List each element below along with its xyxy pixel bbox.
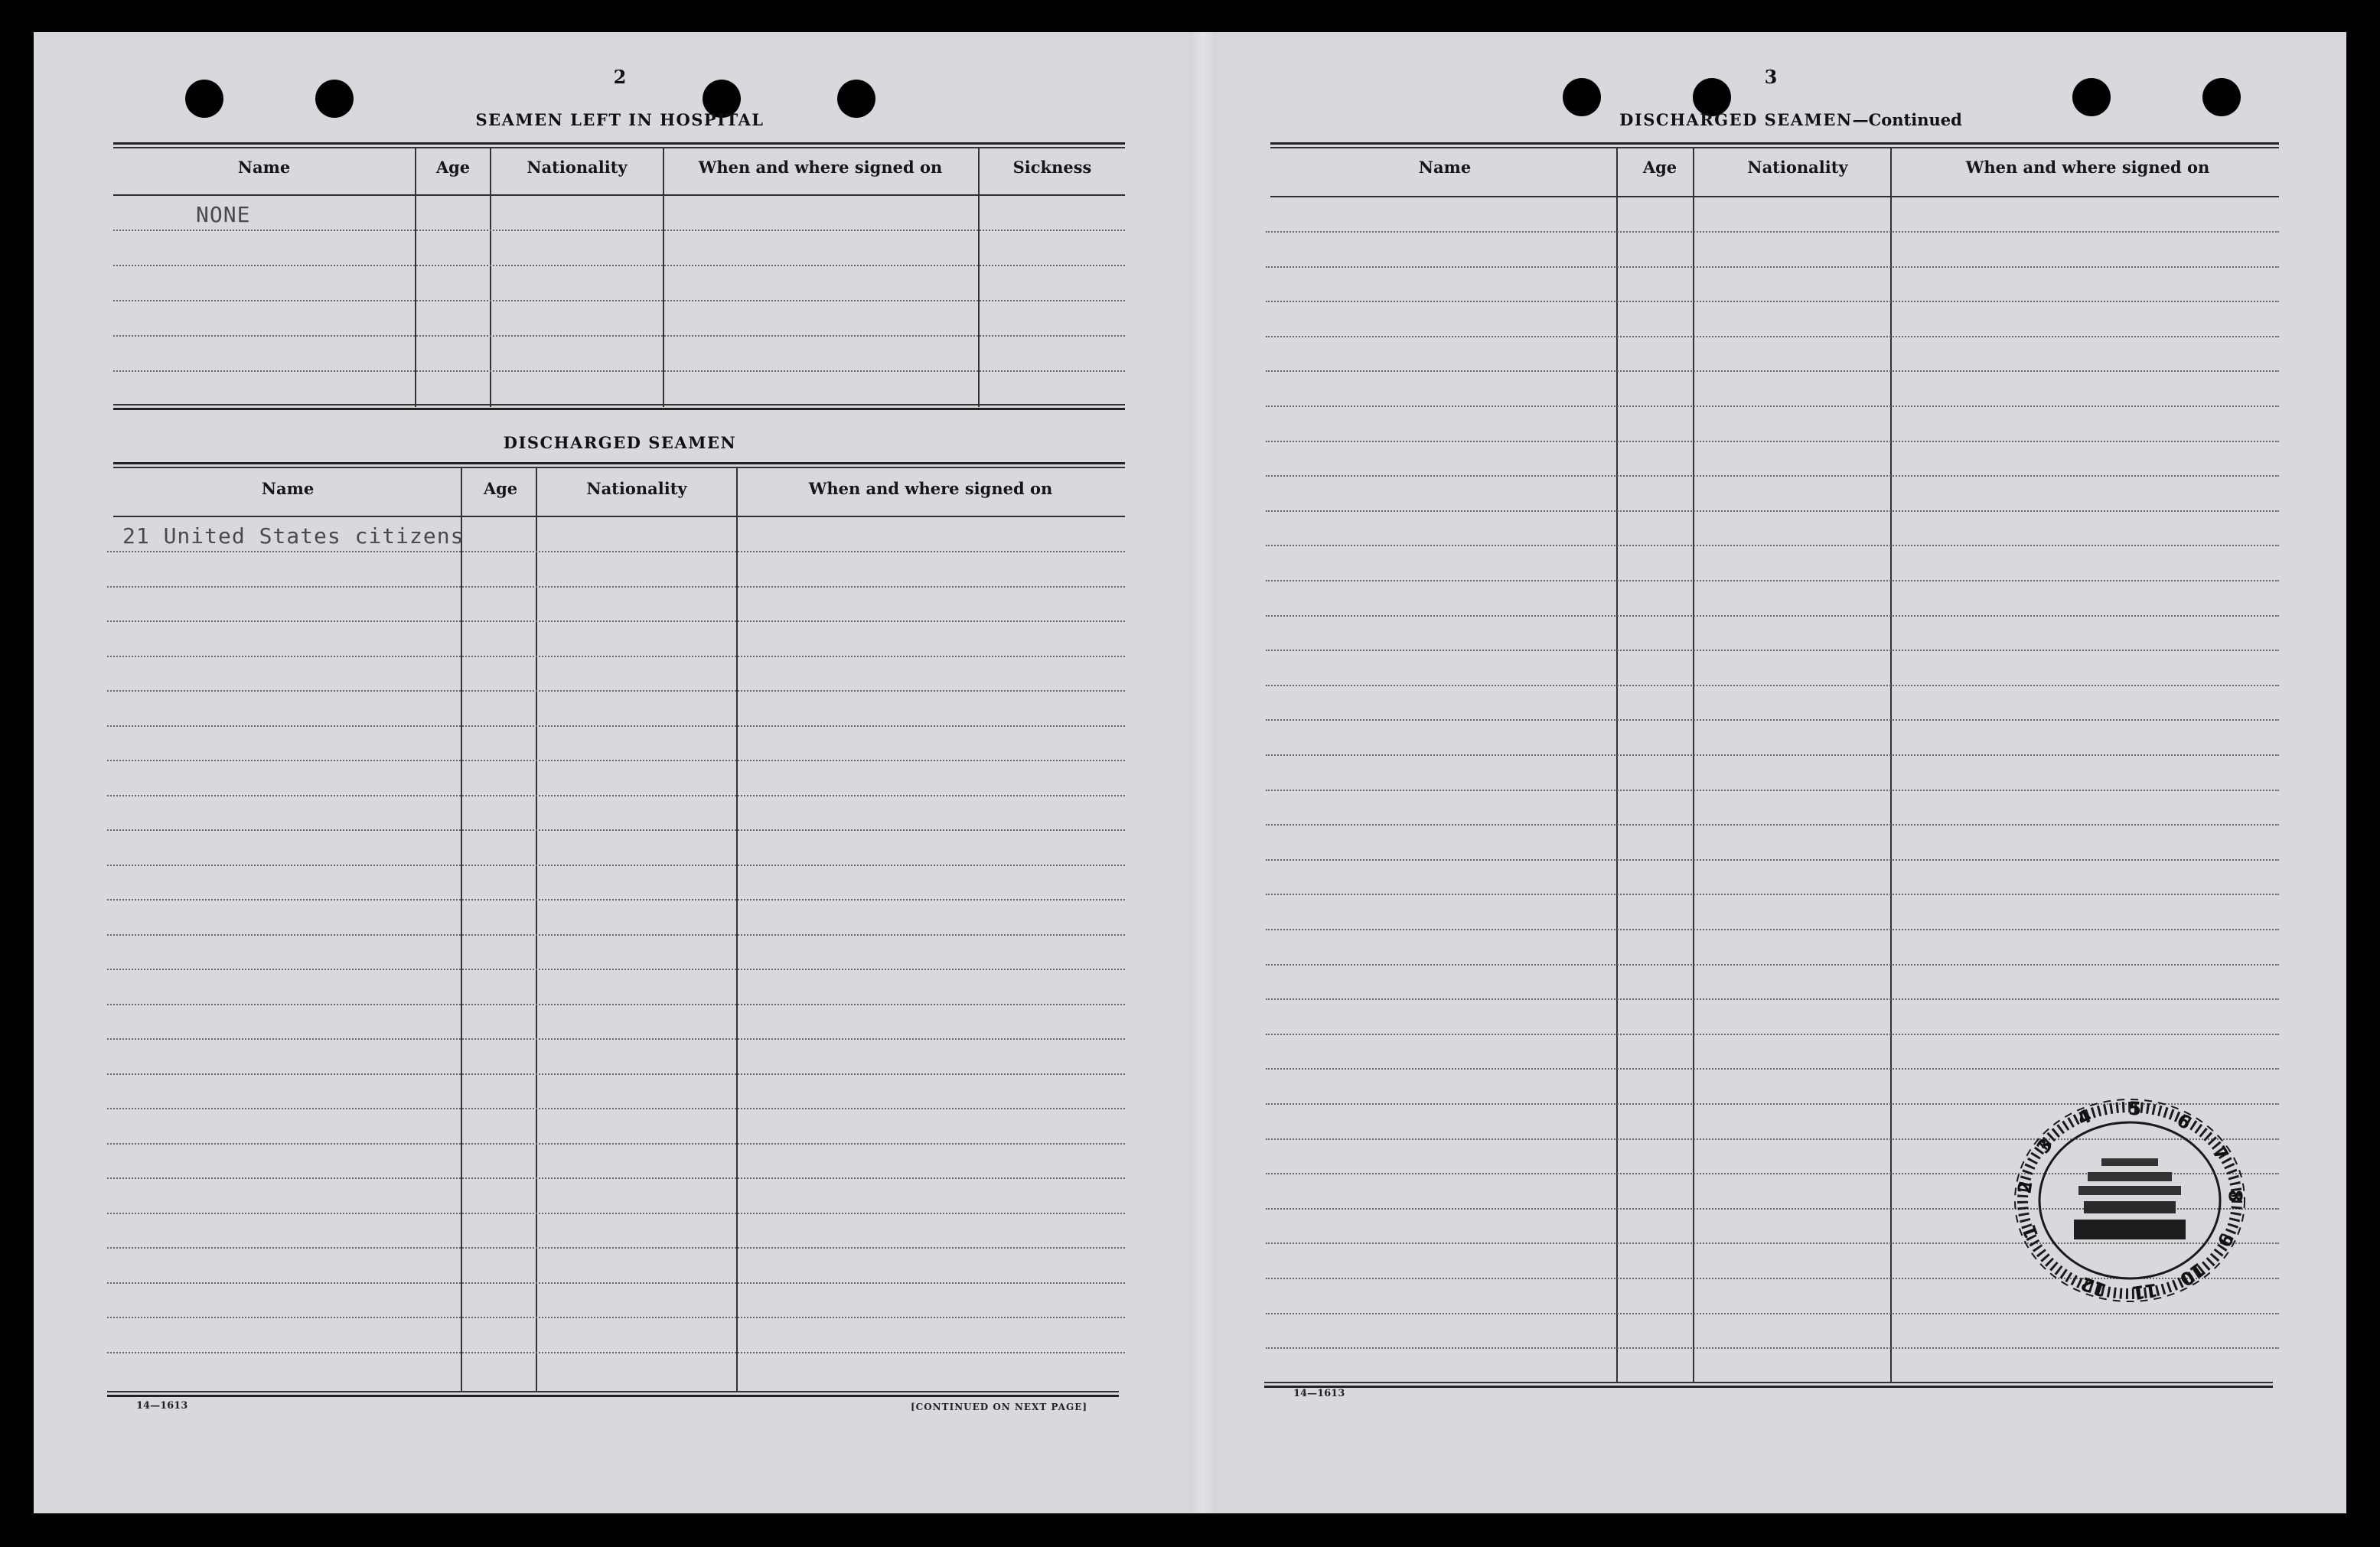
stamp-digit: 1 bbox=[2018, 1222, 2043, 1242]
discharged-section-title: DISCHARGED SEAMEN bbox=[503, 433, 737, 452]
hospital-col-name: Name bbox=[237, 158, 291, 177]
table-row-line bbox=[1266, 615, 2279, 617]
table-row-line bbox=[107, 1177, 1125, 1179]
continued-note: [CONTINUED ON NEXT PAGE] bbox=[911, 1402, 1088, 1412]
table-row-line bbox=[1266, 859, 2279, 861]
discharged-col-age: Age bbox=[483, 479, 518, 498]
right-col-divider bbox=[1616, 147, 1618, 1383]
page-number-left: 2 bbox=[613, 66, 627, 88]
hospital-col-age: Age bbox=[435, 158, 471, 177]
table-row-line bbox=[1266, 475, 2279, 477]
hospital-row-line bbox=[113, 335, 1125, 337]
right-col-divider bbox=[1693, 147, 1694, 1383]
hospital-col-divider bbox=[663, 147, 664, 407]
hospital-col-divider bbox=[978, 147, 980, 407]
right-col-divider bbox=[1890, 147, 1892, 1383]
discharged-col-signed-on: When and where signed on bbox=[808, 479, 1053, 498]
stamp-ring bbox=[2015, 1099, 2245, 1301]
discharged-col-divider bbox=[736, 468, 738, 1392]
table-row-line bbox=[107, 969, 1125, 970]
right-bottom-rule bbox=[1264, 1382, 2273, 1388]
hospital-row-line bbox=[113, 370, 1125, 372]
hospital-entry-none: NONE bbox=[196, 202, 251, 227]
stamp-digit: 3 bbox=[2032, 1134, 2058, 1158]
table-row-line bbox=[1266, 650, 2279, 651]
table-row-line bbox=[107, 656, 1125, 657]
table-row-line bbox=[1266, 266, 2279, 268]
table-row-line bbox=[107, 586, 1125, 588]
table-row-line bbox=[107, 795, 1125, 796]
hospital-header-rule bbox=[113, 142, 1125, 148]
discharged-entry: 21 United States citizens bbox=[122, 523, 465, 549]
stamp-digit: 8 bbox=[2224, 1189, 2247, 1203]
discharged-col-divider bbox=[536, 468, 537, 1392]
punch-hole bbox=[2202, 78, 2241, 116]
hospital-col-signed-on: When and where signed on bbox=[698, 158, 943, 177]
table-row-line bbox=[107, 620, 1125, 622]
hospital-col-divider bbox=[415, 147, 416, 407]
punch-hole bbox=[2072, 78, 2111, 116]
table-row-line bbox=[1266, 685, 2279, 686]
discharged-title-main: DISCHARGED SEAMEN bbox=[1619, 110, 1853, 129]
discharged-header-underline bbox=[113, 516, 1125, 517]
hospital-bottom-rule bbox=[113, 404, 1125, 410]
discharged-col-divider bbox=[461, 468, 462, 1392]
page-number-right: 3 bbox=[1764, 66, 1778, 88]
hospital-section-title: SEAMEN LEFT IN HOSPITAL bbox=[475, 110, 765, 129]
stamp-digit: 9 bbox=[2212, 1229, 2238, 1251]
stamp-digit: 2 bbox=[2013, 1179, 2037, 1196]
stamp-digit: 10 bbox=[2176, 1258, 2209, 1291]
table-row-line bbox=[107, 899, 1125, 901]
right-col-nationality: Nationality bbox=[1747, 158, 1848, 177]
table-row-line bbox=[107, 1143, 1125, 1145]
hospital-header-underline bbox=[113, 194, 1125, 196]
table-row-line bbox=[107, 760, 1125, 761]
table-row-line bbox=[1266, 510, 2279, 512]
table-row-line bbox=[1266, 1347, 2279, 1349]
table-row-line bbox=[1266, 998, 2279, 1000]
table-row-line bbox=[107, 1213, 1125, 1214]
discharged-col-name: Name bbox=[261, 479, 315, 498]
form-number-right: 14—1613 bbox=[1293, 1388, 1345, 1399]
table-row-line bbox=[107, 865, 1125, 866]
hospital-col-nationality: Nationality bbox=[527, 158, 628, 177]
table-row-line bbox=[107, 690, 1125, 692]
document-sheet bbox=[34, 32, 2346, 1513]
table-row-line bbox=[1266, 719, 2279, 721]
table-row-line bbox=[107, 1004, 1125, 1005]
table-row-line bbox=[1266, 580, 2279, 581]
table-row-line bbox=[107, 1352, 1125, 1353]
right-col-signed-on: When and where signed on bbox=[1965, 158, 2210, 177]
stamp-digit: 7 bbox=[2208, 1142, 2233, 1164]
discharged-header-rule bbox=[113, 462, 1125, 468]
table-row-line bbox=[1266, 370, 2279, 372]
table-row-line bbox=[1266, 1068, 2279, 1070]
table-row-line bbox=[107, 725, 1125, 727]
right-header-underline bbox=[1270, 196, 2279, 197]
right-col-age: Age bbox=[1642, 158, 1677, 177]
table-row-line bbox=[1266, 405, 2279, 407]
stamp-digit: 12 bbox=[2078, 1272, 2110, 1301]
right-header-rule bbox=[1270, 142, 2279, 148]
received-stamp bbox=[2003, 1089, 2256, 1311]
right-col-name: Name bbox=[1418, 158, 1472, 177]
table-row-line bbox=[107, 1108, 1125, 1109]
punch-hole bbox=[315, 80, 354, 118]
table-row-line bbox=[107, 1282, 1125, 1284]
punch-hole bbox=[185, 80, 223, 118]
table-row-line bbox=[1266, 336, 2279, 337]
table-row-line bbox=[1266, 1034, 2279, 1035]
hospital-row-line bbox=[113, 265, 1125, 266]
table-row-line bbox=[1266, 545, 2279, 546]
discharged-col-nationality: Nationality bbox=[586, 479, 687, 498]
table-row-line bbox=[107, 1038, 1125, 1040]
table-row-line bbox=[1266, 790, 2279, 791]
table-row-line bbox=[1266, 301, 2279, 302]
table-row-line bbox=[1266, 929, 2279, 930]
table-row-line bbox=[1266, 824, 2279, 826]
hospital-col-sickness: Sickness bbox=[1012, 158, 1092, 177]
table-row-line bbox=[1266, 231, 2279, 233]
table-row-line bbox=[1266, 894, 2279, 895]
stamp-digit: 4 bbox=[2074, 1105, 2095, 1130]
table-row-line bbox=[1266, 964, 2279, 966]
stamp-digit: 5 bbox=[2127, 1097, 2142, 1120]
table-row-line bbox=[107, 934, 1125, 936]
table-row-line bbox=[107, 1247, 1125, 1249]
table-row-line bbox=[107, 1317, 1125, 1318]
hospital-row-line bbox=[113, 300, 1125, 301]
stamp-digit: 6 bbox=[2173, 1109, 2196, 1135]
punch-hole bbox=[837, 80, 875, 118]
table-row-line bbox=[107, 1073, 1125, 1075]
table-row-line bbox=[107, 829, 1125, 831]
table-row-line bbox=[1266, 1313, 2279, 1314]
center-fold bbox=[1189, 32, 1217, 1513]
stamp-digit: 11 bbox=[2131, 1278, 2160, 1304]
table-row-line bbox=[107, 551, 1125, 552]
table-row-line bbox=[1266, 754, 2279, 756]
discharged-continued-title bbox=[1576, 110, 2005, 129]
form-number-left: 14—1613 bbox=[136, 1400, 188, 1412]
stamp-center-text bbox=[2074, 1158, 2186, 1239]
left-bottom-rule bbox=[107, 1391, 1119, 1397]
table-row-line bbox=[1266, 441, 2279, 442]
hospital-row-line bbox=[113, 230, 1125, 231]
hospital-col-divider bbox=[490, 147, 491, 407]
discharged-title-suffix: —Continued bbox=[1852, 110, 1962, 129]
